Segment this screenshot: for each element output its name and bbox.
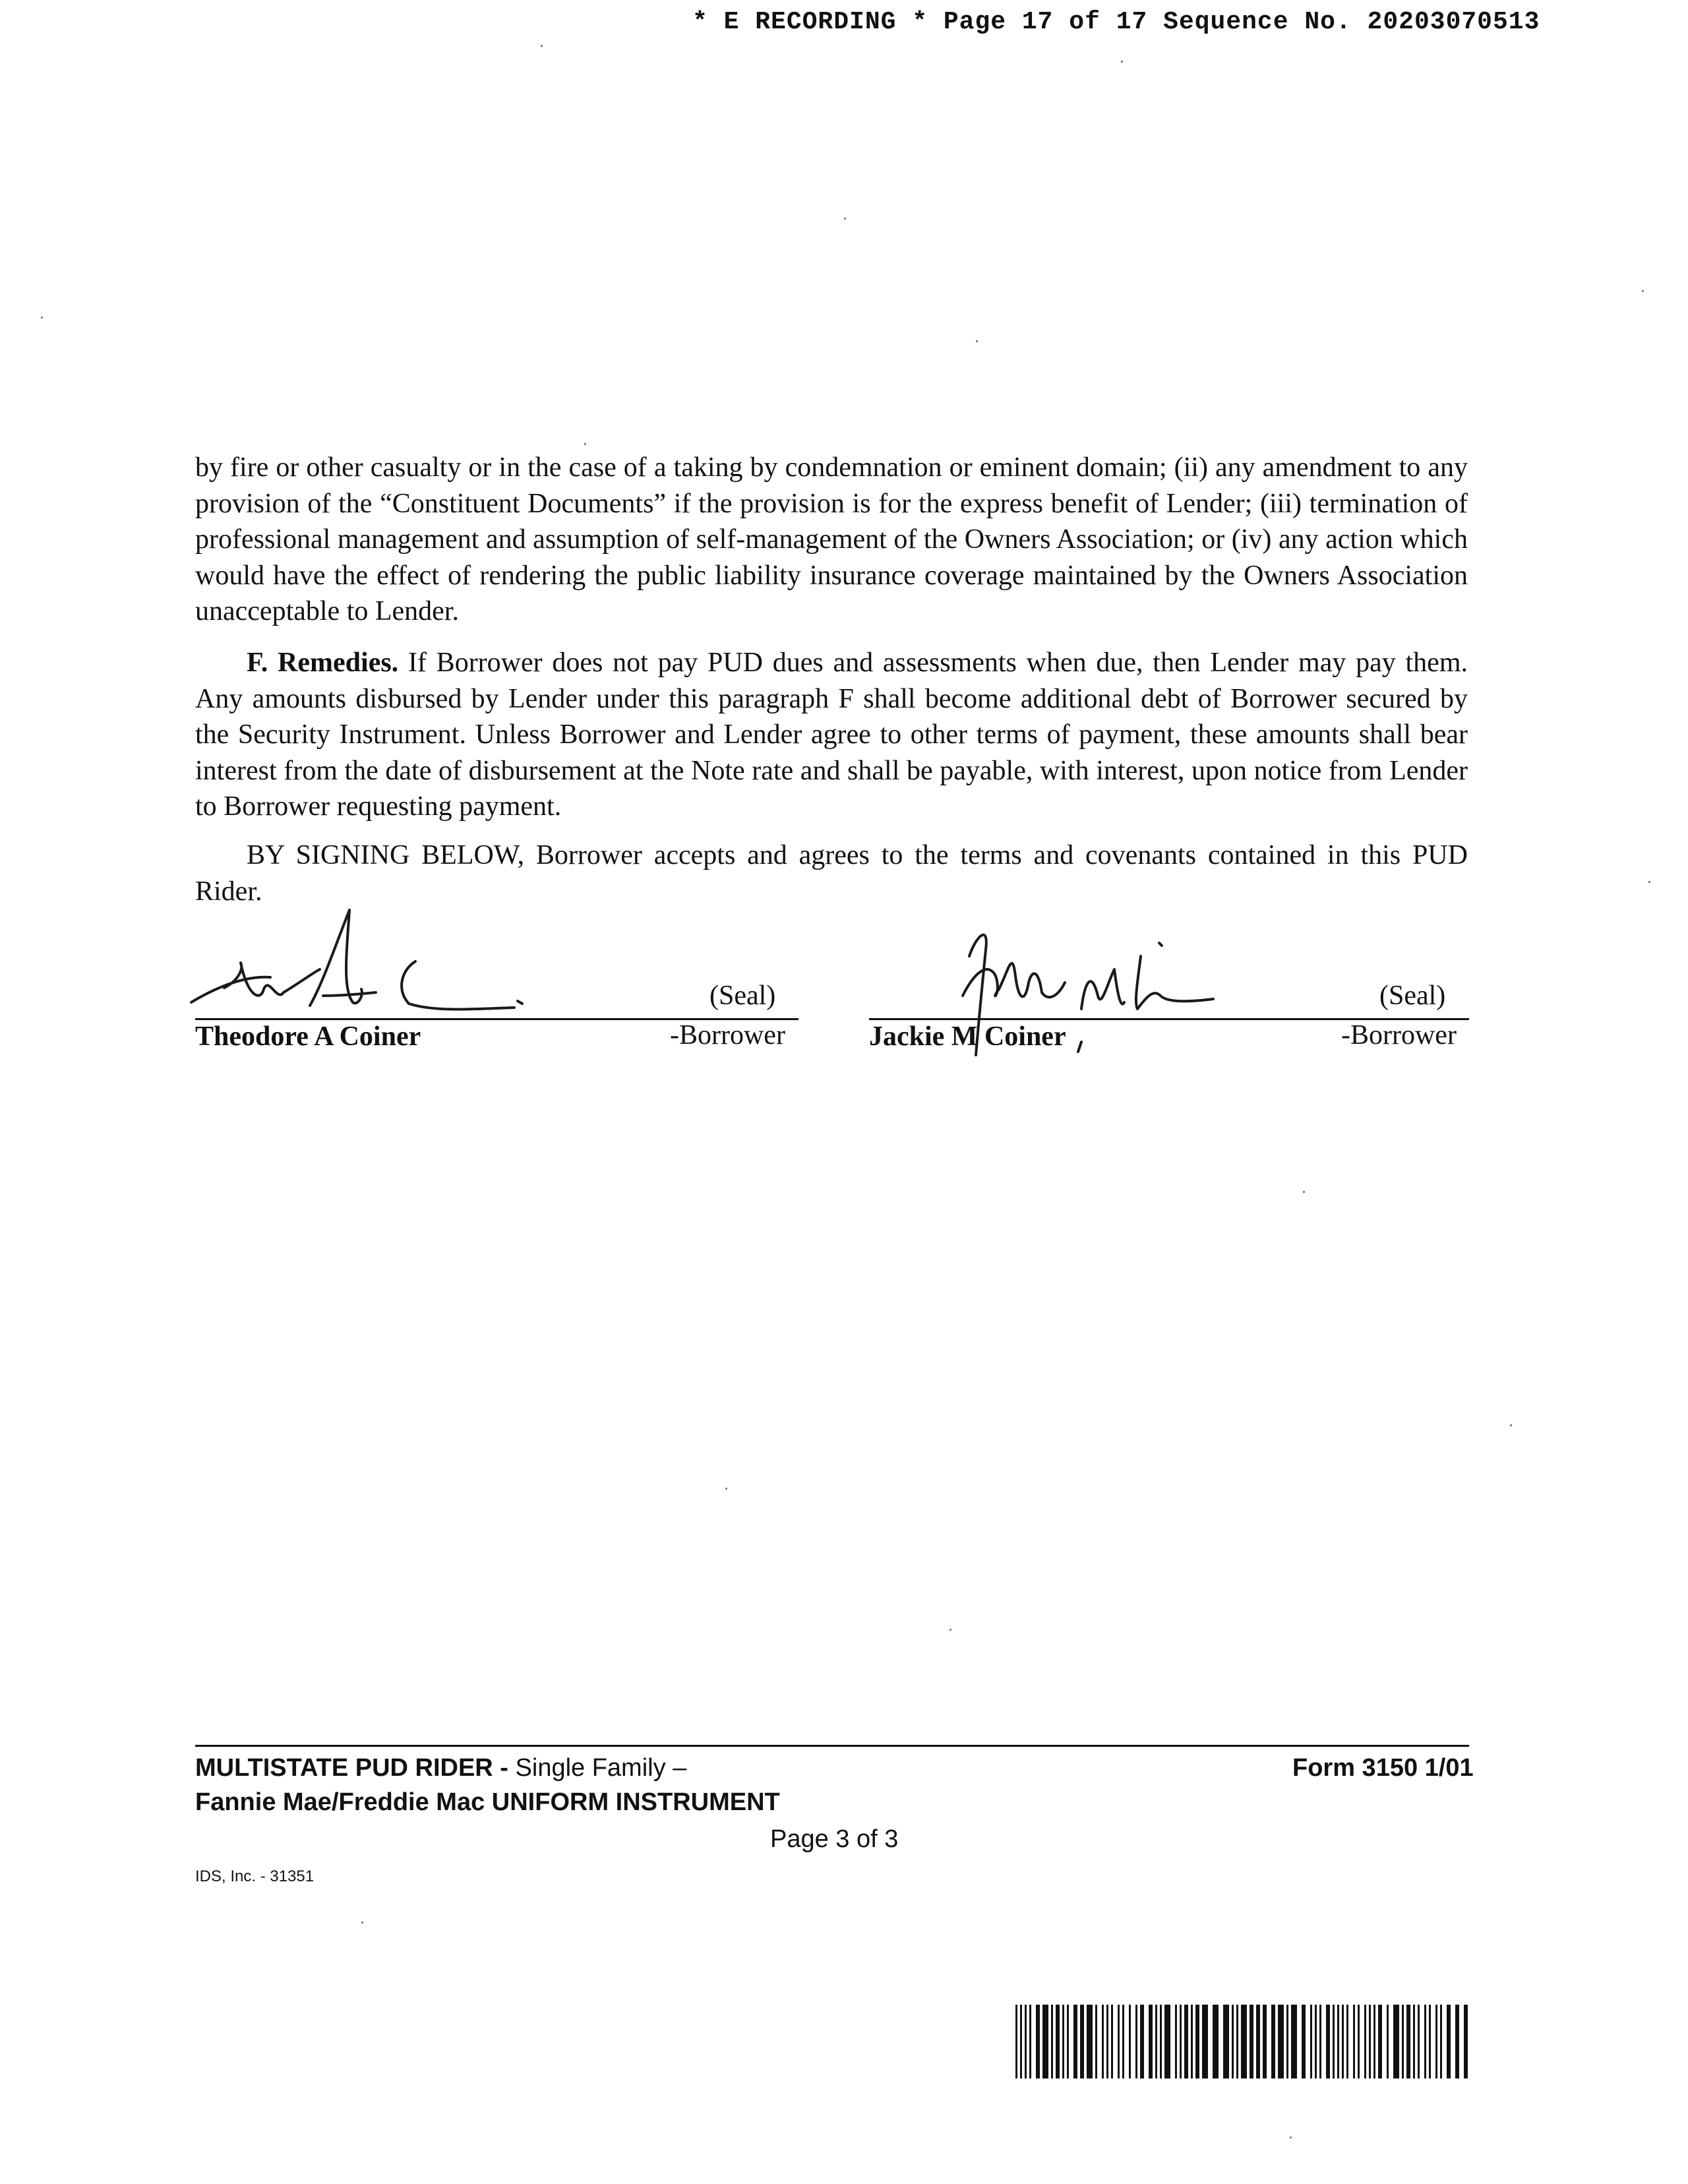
form-title bbox=[195, 1754, 686, 1782]
barcode-bar bbox=[1020, 2005, 1022, 2078]
footer-rule bbox=[195, 1745, 1469, 1747]
barcode-bar bbox=[1464, 2005, 1468, 2078]
scan-speck bbox=[584, 443, 586, 445]
barcode-bar bbox=[1036, 2005, 1040, 2078]
barcode-bar bbox=[1180, 2005, 1182, 2078]
barcode-bar bbox=[1263, 2005, 1267, 2078]
barcode-bar bbox=[1369, 2005, 1371, 2078]
barcode-bar bbox=[1056, 2005, 1060, 2078]
barcode-bar bbox=[1102, 2005, 1104, 2078]
scan-speck bbox=[541, 45, 543, 47]
signer-name-jackie: Jackie M Coiner bbox=[869, 1021, 1066, 1052]
barcode-bar bbox=[1195, 2005, 1199, 2078]
barcode-bar bbox=[1429, 2005, 1431, 2078]
barcode-bar bbox=[1364, 2005, 1366, 2078]
barcode-bar bbox=[1067, 2005, 1069, 2078]
barcode-bar bbox=[1164, 2005, 1170, 2078]
scan-speck bbox=[1642, 290, 1644, 292]
barcode-bar bbox=[1241, 2005, 1247, 2078]
barcode-bar bbox=[1435, 2005, 1437, 2078]
barcode-bar bbox=[1122, 2005, 1124, 2078]
barcode-bar bbox=[1155, 2005, 1157, 2078]
barcode-bar bbox=[1358, 2005, 1360, 2078]
barcode-bar bbox=[1378, 2005, 1382, 2078]
barcode-bar bbox=[1319, 2005, 1321, 2078]
barcode-bar bbox=[1440, 2005, 1442, 2078]
barcode-bar bbox=[1175, 2005, 1177, 2078]
role-label-right: -Borrower bbox=[1341, 1020, 1457, 1050]
barcode-bar bbox=[1232, 2005, 1234, 2078]
barcode-bar bbox=[1346, 2005, 1348, 2078]
scan-speck bbox=[725, 1488, 727, 1490]
barcode-bar bbox=[1080, 2005, 1084, 2078]
barcode-bar bbox=[1135, 2005, 1137, 2078]
barcode-bar bbox=[1160, 2005, 1162, 2078]
barcode-bar bbox=[1250, 2005, 1253, 2078]
barcode-bar bbox=[1051, 2005, 1053, 2078]
scan-speck bbox=[1290, 2137, 1292, 2138]
barcode-bar bbox=[1184, 2005, 1188, 2078]
barcode-bar bbox=[1393, 2005, 1399, 2078]
barcode-bar bbox=[1087, 2005, 1093, 2078]
barcode-bar bbox=[1140, 2005, 1144, 2078]
scan-speck bbox=[41, 317, 43, 318]
scan-speck bbox=[1510, 1424, 1512, 1426]
barcode-bar bbox=[1223, 2005, 1229, 2078]
paragraph-signing-acknowledgement: BY SIGNING BELOW, Borrower accepts and agrees to the terms and covenants contained in this PUD Rider. bbox=[195, 840, 1468, 907]
barcode-bar bbox=[1413, 2005, 1415, 2078]
scan-speck bbox=[950, 1629, 951, 1631]
scan-speck bbox=[976, 340, 978, 342]
vendor-id: IDS, Inc. - 31351 bbox=[195, 1867, 315, 1885]
seal-label-right: (Seal) bbox=[1379, 981, 1446, 1011]
barcode-bar bbox=[1455, 2005, 1459, 2078]
barcode-bar bbox=[1406, 2005, 1410, 2078]
barcode-bar bbox=[1062, 2005, 1064, 2078]
barcode-bar bbox=[1302, 2005, 1306, 2078]
remedies-heading: F. Remedies. bbox=[247, 648, 399, 678]
barcode-bar bbox=[1129, 2005, 1131, 2078]
barcode-bar bbox=[1286, 2005, 1288, 2078]
recording-header: * E RECORDING * Page 17 of 17 Sequence No. 20203070513 bbox=[692, 8, 1540, 36]
barcode-bar bbox=[1202, 2005, 1208, 2078]
barcode-bar bbox=[1025, 2005, 1027, 2078]
remedies-text: If Borrower does not pay PUD dues and assessments when due, then Lender may pay them. Any amounts disbursed by Lender under this paragraph F shall become additional debt of Borrower secured by the Security Instrument. Unless Borrower and Lender agree to other terms of payment, these amounts shall bear interest from the date of disbursement at the Note rate and shall be payable, with interest, upon notice from Lender to Borrower requesting payment. bbox=[195, 648, 1468, 822]
paragraph-owners-association-actions: by fire or other casualty or in the case of a taking by condemnation or eminent domain; (ii) any amendment to any provision of the “Constituent Documents” if the provision is for the express benefit of Lender; (iii) termination of professional management and assumption of self-management of the Owners Association; or (iv) any action which would have the effect of rendering the public liability insurance coverage maintained by the Owners Association unacceptable to Lender. bbox=[195, 452, 1468, 626]
page-number: Page 3 of 3 bbox=[770, 1825, 899, 1853]
barcode-bar bbox=[1191, 2005, 1193, 2078]
seal-label-left: (Seal) bbox=[709, 981, 776, 1011]
form-title-bold: MULTISTATE PUD RIDER - bbox=[195, 1754, 508, 1782]
form-subtitle: Fannie Mae/Freddie Mac UNIFORM INSTRUMENT bbox=[195, 1788, 780, 1816]
barcode-bar bbox=[1278, 2005, 1284, 2078]
barcode-bar bbox=[1337, 2005, 1339, 2078]
signer-name-theodore: Theodore A Coiner bbox=[195, 1021, 421, 1052]
scan-speck bbox=[1121, 61, 1123, 63]
barcode-bar bbox=[1256, 2005, 1260, 2078]
barcode-bar bbox=[1418, 2005, 1420, 2078]
barcode-bar bbox=[1118, 2005, 1120, 2078]
barcode-bar bbox=[1291, 2005, 1297, 2078]
barcode-bar bbox=[1111, 2005, 1113, 2078]
barcode-bar bbox=[1095, 2005, 1097, 2078]
barcode-bar bbox=[1402, 2005, 1404, 2078]
scan-speck bbox=[844, 218, 846, 220]
barcode-bar bbox=[1326, 2005, 1330, 2078]
barcode-bar bbox=[1015, 2005, 1017, 2078]
barcode-bar bbox=[1271, 2005, 1275, 2078]
barcode bbox=[1015, 2005, 1468, 2078]
scan-speck bbox=[361, 1922, 363, 1924]
barcode-bar bbox=[1073, 2005, 1077, 2078]
barcode-bar bbox=[1213, 2005, 1219, 2078]
barcode-bar bbox=[1106, 2005, 1108, 2078]
signature-theodore bbox=[185, 903, 541, 1022]
barcode-bar bbox=[1333, 2005, 1335, 2078]
form-title-rest: Single Family – bbox=[508, 1754, 687, 1782]
barcode-bar bbox=[1042, 2005, 1048, 2078]
role-label-left: -Borrower bbox=[670, 1020, 785, 1050]
scan-speck bbox=[1648, 881, 1650, 883]
barcode-bar bbox=[1149, 2005, 1153, 2078]
barcode-bar bbox=[1387, 2005, 1389, 2078]
barcode-bar bbox=[1310, 2005, 1312, 2078]
scan-speck bbox=[1303, 1191, 1305, 1193]
barcode-bar bbox=[1236, 2005, 1238, 2078]
barcode-bar bbox=[1342, 2005, 1344, 2078]
form-number: Form 3150 1/01 bbox=[1292, 1754, 1474, 1782]
barcode-bar bbox=[1447, 2005, 1451, 2078]
paragraph-remedies bbox=[195, 645, 1468, 825]
barcode-bar bbox=[1373, 2005, 1375, 2078]
barcode-bar bbox=[1353, 2005, 1355, 2078]
barcode-bar bbox=[1424, 2005, 1426, 2078]
barcode-bar bbox=[1315, 2005, 1317, 2078]
barcode-bar bbox=[1029, 2005, 1031, 2078]
